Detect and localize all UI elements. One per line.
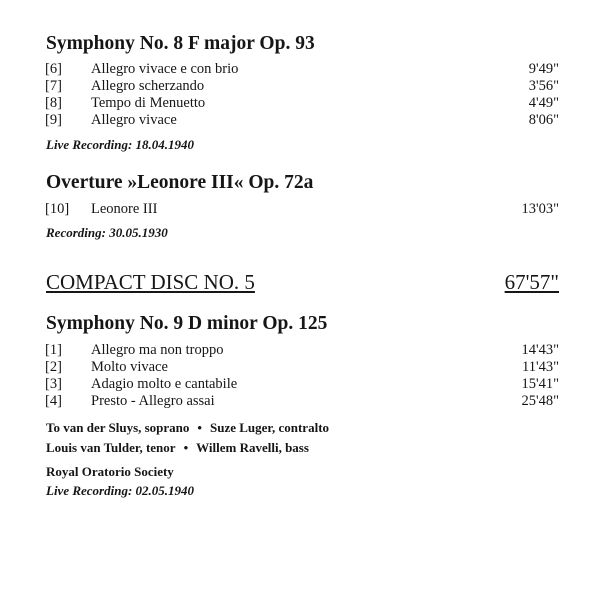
- track-number: [3]: [45, 376, 62, 392]
- track-duration: 25'48": [521, 393, 559, 409]
- section-heading-symphony-9: Symphony No. 9 D minor Op. 125: [46, 313, 328, 334]
- track-row: [45, 95, 559, 112]
- track-number: [8]: [45, 95, 62, 111]
- track-row: [45, 359, 559, 376]
- disc-title: COMPACT DISC NO. 5: [46, 270, 255, 294]
- performers-line: [46, 418, 329, 438]
- track-number: [9]: [45, 112, 62, 128]
- track-list-symphony-9: [45, 342, 559, 410]
- section-heading-symphony-8: Symphony No. 8 F major Op. 93: [46, 33, 315, 54]
- track-row: [45, 342, 559, 359]
- performer-bass: Willem Ravelli, bass: [196, 440, 309, 455]
- track-number: [1]: [45, 342, 62, 358]
- disc-total-time: 67'57": [504, 270, 559, 294]
- track-title: Allegro vivace: [91, 112, 177, 128]
- track-row: [45, 78, 559, 95]
- choir-name: Royal Oratorio Society: [46, 464, 174, 479]
- track-title: Adagio molto e cantabile: [91, 376, 238, 392]
- track-title: Molto vivace: [91, 359, 168, 375]
- track-duration: 3'56": [528, 78, 559, 94]
- track-duration: 9'49": [528, 61, 559, 77]
- track-duration: 14'43": [521, 342, 559, 358]
- track-title: Allegro ma non troppo: [91, 342, 224, 358]
- track-row: [45, 393, 559, 410]
- track-duration: 15'41": [521, 376, 559, 392]
- recording-date: Live Recording: 18.04.1940: [46, 137, 195, 152]
- performer-tenor: Louis van Tulder, tenor: [46, 440, 176, 455]
- track-number: [6]: [45, 61, 62, 77]
- bullet-separator: •: [197, 420, 202, 435]
- performers-line: [46, 438, 329, 458]
- track-number: [4]: [45, 393, 62, 409]
- track-title: Allegro scherzando: [91, 78, 205, 94]
- track-number: [2]: [45, 359, 62, 375]
- performers-block: [46, 418, 329, 482]
- recording-date: Live Recording: 02.05.1940: [46, 483, 195, 498]
- track-list-leonore: [45, 201, 559, 218]
- track-list-symphony-8: [45, 61, 559, 129]
- track-title: Leonore III: [91, 201, 158, 217]
- track-number: [7]: [45, 78, 62, 94]
- track-duration: 8'06": [528, 112, 559, 128]
- section-heading-leonore-overture: Overture »Leonore III« Op. 72a: [46, 172, 314, 193]
- recording-date: Recording: 30.05.1930: [46, 225, 168, 240]
- track-duration: 11'43": [522, 359, 559, 375]
- track-title: Tempo di Menuetto: [91, 95, 206, 111]
- track-title: Allegro vivace e con brio: [91, 61, 239, 77]
- track-row: [45, 376, 559, 393]
- bullet-separator: •: [183, 440, 189, 455]
- track-number: [10]: [45, 201, 70, 217]
- track-duration: 4'49": [528, 95, 559, 111]
- track-row: [45, 112, 559, 129]
- track-row: [45, 201, 559, 218]
- performer-soprano: To van der Sluys, soprano: [46, 420, 190, 435]
- performer-contralto: Suze Luger, contralto: [209, 420, 330, 435]
- track-row: [45, 61, 559, 78]
- track-title: Presto - Allegro assai: [91, 393, 215, 409]
- track-duration: 13'03": [521, 201, 559, 217]
